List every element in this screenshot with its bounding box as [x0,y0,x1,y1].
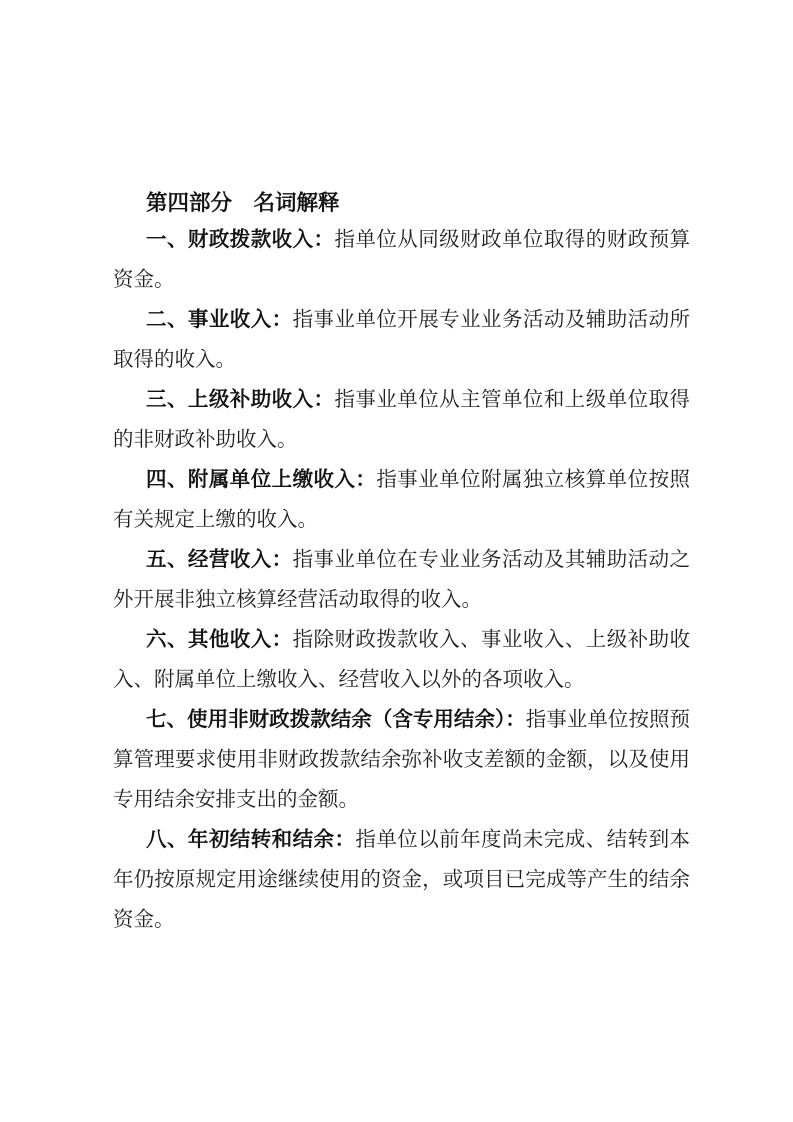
term-label: 二、事业收入： [146,309,293,331]
term-label: 六、其他收入： [146,629,293,651]
term-paragraph [113,460,690,540]
term-definition: 指单位从同级财政单位取得的财政预算资金。 [113,229,691,291]
term-paragraph [113,700,690,820]
term-paragraph [113,620,690,700]
term-definition: 指单位以前年度尚未完成、结转到本年仍按原规定用途继续使用的资金，或项目已完成等产生的结余资金。 [113,829,691,931]
term-definition: 指事业单位开展专业业务活动及辅助活动所取得的收入。 [113,309,691,371]
term-label: 八、年初结转和结余： [146,829,356,851]
term-definition: 指事业单位附属独立核算单位按照有关规定上缴的收入。 [113,469,691,531]
term-definition: 指事业单位在专业业务活动及其辅助活动之外开展非独立核算经营活动取得的收入。 [113,549,691,611]
term-definition: 指除财政拨款收入、事业收入、上级补助收入、附属单位上缴收入、经营收入以外的各项收入。 [113,629,691,691]
term-label: 七、使用非财政拨款结余（含专用结余）： [146,709,526,731]
term-label: 四、附属单位上缴收入： [146,469,377,491]
term-definition: 指事业单位从主管单位和上级单位取得的非财政补助收入。 [113,389,691,451]
term-paragraph [113,540,690,620]
term-label: 五、经营收入： [146,549,293,571]
term-label: 三、上级补助收入： [146,389,335,411]
term-paragraph [113,220,690,300]
term-paragraph [113,380,690,460]
section-heading: 第四部分 名词解释 [146,191,340,215]
term-paragraph [113,300,690,380]
term-label: 一、财政拨款收入： [146,229,335,251]
term-paragraph [113,820,690,940]
term-definition: 指事业单位按照预算管理要求使用非财政拨款结余弥补收支差额的金额，以及使用专用结余安排支出的金额。 [113,709,690,811]
